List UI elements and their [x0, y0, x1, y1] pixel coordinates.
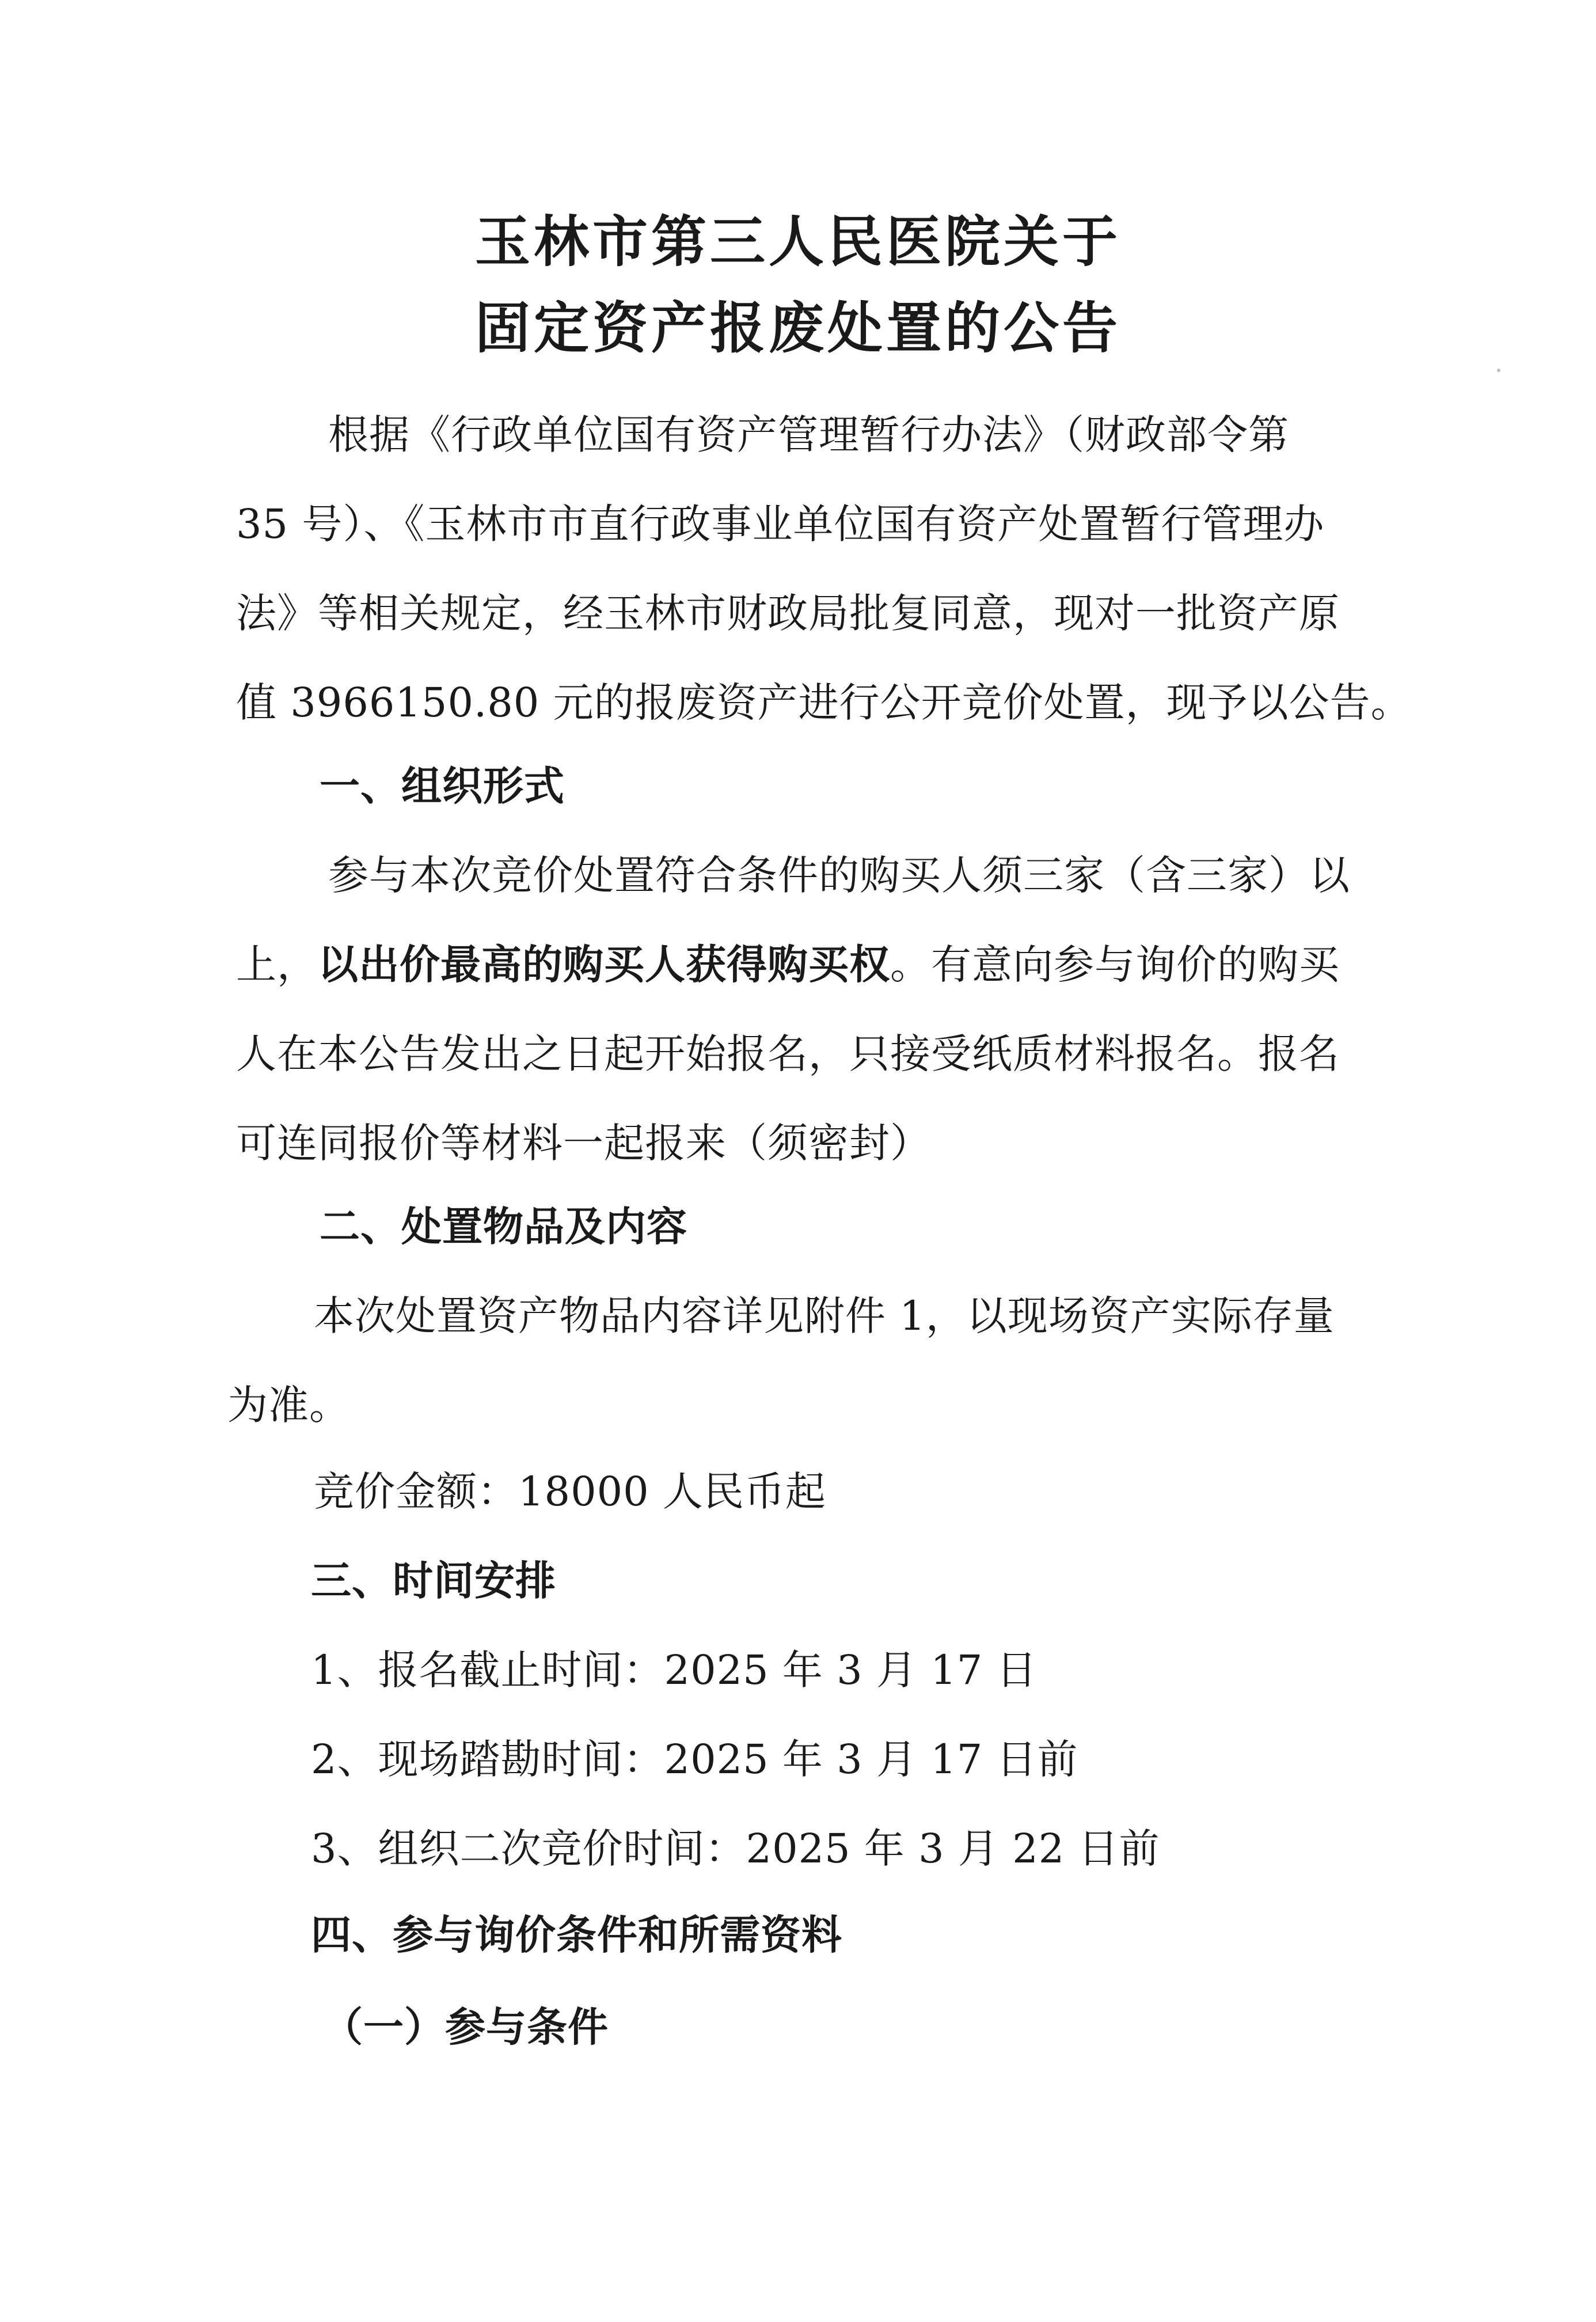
section-1-heading: 一、组织形式	[320, 762, 565, 810]
schedule-item-2: 2、现场踏勘时间：2025 年 3 月 17 日前	[311, 1736, 1078, 1783]
section-2-line-2: 为准。	[227, 1382, 350, 1429]
section-4-subheading-1: （一）参与条件	[322, 2004, 609, 2051]
section-1-highlight-text: 以出价最高的购买人获得购买权	[318, 940, 890, 988]
schedule-item-1: 1、报名截止时间：2025 年 3 月 17 日	[311, 1646, 1038, 1694]
section-1-line-2	[236, 939, 1340, 991]
section-2-heading: 二、处置物品及内容	[320, 1203, 687, 1250]
section-3-heading: 三、时间安排	[311, 1557, 556, 1604]
scan-artifact-dot	[1497, 369, 1500, 372]
intro-line-4: 值 3966150.80 元的报废资产进行公开竞价处置，现予以公告。	[236, 679, 1412, 726]
section-1-line-4: 可连同报价等材料一起报来（须密封）	[236, 1120, 931, 1167]
section-1-line-3: 人在本公告发出之日起开始报名，只接受纸质材料报名。报名	[236, 1030, 1340, 1077]
document-title-line-1: 玉林市第三人民医院关于	[475, 209, 1121, 274]
section-1-line-2-start: 上，	[236, 941, 318, 988]
section-1-line-2-tail: 。有意向参与询价的购买	[890, 941, 1340, 988]
section-4-heading: 四、参与询价条件和所需资料	[311, 1911, 842, 1959]
section-1-line-1: 参与本次竞价处置符合条件的购买人须三家（含三家）以	[328, 852, 1350, 899]
intro-line-3: 法》等相关规定，经玉林市财政局批复同意，现对一批资产原	[236, 590, 1340, 637]
section-2-line-1: 本次处置资产物品内容详见附件 1，以现场资产实际存量	[314, 1292, 1335, 1340]
schedule-item-3: 3、组织二次竞价时间：2025 年 3 月 22 日前	[311, 1825, 1160, 1872]
intro-line-2: 35 号）、《玉林市市直行政事业单位国有资产处置暂行管理办	[236, 500, 1325, 548]
intro-line-1: 根据《行政单位国有资产管理暂行办法》（财政部令第	[328, 411, 1289, 458]
bid-amount: 竞价金额：18000 人民币起	[314, 1468, 826, 1515]
document-title-line-2: 固定资产报废处置的公告	[475, 295, 1121, 361]
